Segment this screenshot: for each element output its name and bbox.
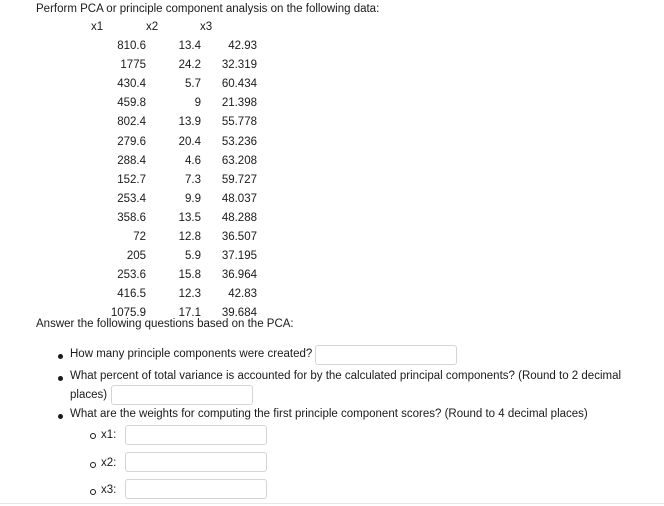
table-cell-x1: 810.6 [117, 40, 146, 52]
bullet-icon [58, 376, 63, 381]
weight-x1-input[interactable] [125, 425, 267, 445]
table-cell-x2: 17.1 [178, 307, 201, 319]
weight-x1-label: x1: [101, 429, 117, 441]
table-cell-x2: 12.3 [178, 288, 201, 300]
weight-x3-label: x3: [101, 484, 117, 496]
divider [0, 503, 664, 504]
table-cell-x2: 5.7 [185, 78, 201, 90]
table-cell-x1: 72 [133, 231, 146, 243]
variance-percent-input[interactable] [111, 385, 253, 405]
sub-bullet-icon [90, 433, 96, 439]
table-cell-x3: 60.434 [221, 78, 257, 90]
table-cell-x1: 205 [126, 250, 146, 262]
sub-bullet-icon [90, 489, 96, 495]
weight-x3-input[interactable] [125, 479, 267, 499]
table-cell-x3: 63.208 [221, 155, 257, 167]
table-cell-x1: 430.4 [117, 78, 146, 90]
table-cell-x2: 24.2 [178, 59, 201, 71]
table-cell-x2: 7.3 [185, 174, 201, 186]
table-cell-x1: 253.6 [117, 269, 146, 281]
table-cell-x3: 39.684 [221, 307, 257, 319]
table-cell-x2: 9.9 [185, 193, 201, 205]
table-cell-x2: 20.4 [178, 136, 201, 148]
components-count-input[interactable] [315, 345, 457, 365]
column-header-x2: x2 [146, 21, 159, 33]
bullet-icon [58, 354, 63, 359]
table-cell-x3: 59.727 [221, 174, 257, 186]
table-cell-x2: 13.5 [178, 212, 201, 224]
table-cell-x2: 5.9 [185, 250, 201, 262]
table-cell-x1: 288.4 [117, 155, 146, 167]
table-cell-x2: 15.8 [178, 269, 201, 281]
table-cell-x1: 1075.9 [110, 307, 146, 319]
table-cell-x1: 279.6 [117, 136, 146, 148]
column-header-x1: x1 [91, 21, 104, 33]
table-cell-x3: 32.319 [221, 59, 257, 71]
sub-bullet-icon [90, 462, 96, 468]
question-2-text-line2: places) [70, 389, 108, 401]
question-title: Perform PCA or principle component analysis on the following data: [36, 3, 380, 15]
table-cell-x1: 253.4 [117, 193, 146, 205]
table-cell-x1: 1775 [120, 59, 146, 71]
table-cell-x3: 36.964 [221, 269, 257, 281]
table-cell-x3: 21.398 [221, 97, 257, 109]
table-cell-x3: 42.83 [228, 288, 257, 300]
weight-x2-label: x2: [101, 457, 117, 469]
column-header-x3: x3 [200, 21, 213, 33]
table-cell-x3: 53.236 [221, 136, 257, 148]
question-2-text-line1: What percent of total variance is accounted for by the calculated principal components? (Round to 2 decimal [70, 370, 622, 382]
table-cell-x1: 802.4 [117, 116, 146, 128]
table-cell-x2: 13.9 [178, 116, 201, 128]
table-cell-x3: 48.288 [221, 212, 257, 224]
table-cell-x1: 358.6 [117, 212, 146, 224]
table-cell-x3: 55.778 [221, 116, 257, 128]
weight-x2-input[interactable] [125, 452, 267, 472]
table-cell-x3: 37.195 [221, 250, 257, 262]
question-3-text: What are the weights for computing the first principle component scores? (Round to 4 decimal places) [70, 408, 588, 420]
table-cell-x1: 459.8 [117, 97, 146, 109]
table-cell-x1: 416.5 [117, 288, 146, 300]
table-cell-x3: 42.93 [228, 40, 257, 52]
table-cell-x1: 152.7 [117, 174, 146, 186]
table-cell-x2: 9 [194, 97, 201, 109]
table-cell-x3: 48.037 [221, 193, 257, 205]
table-cell-x3: 36.507 [221, 231, 257, 243]
table-cell-x2: 4.6 [185, 155, 201, 167]
table-cell-x2: 12.8 [178, 231, 201, 243]
table-cell-x2: 13.4 [178, 40, 201, 52]
question-1-text: How many principle components were created? [70, 348, 313, 360]
bullet-icon [58, 414, 63, 419]
answer-intro: Answer the following questions based on the PCA: [36, 318, 294, 330]
